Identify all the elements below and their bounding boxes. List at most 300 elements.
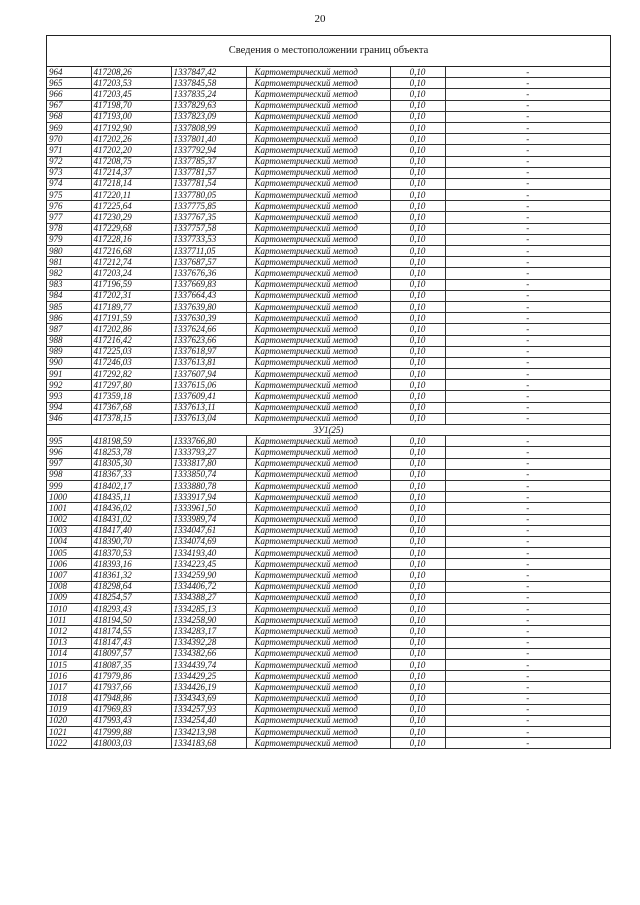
point-number-cell: 1008 bbox=[47, 581, 91, 592]
x-coordinate-cell: 417297,80 bbox=[91, 380, 171, 391]
point-number-cell: 979 bbox=[47, 234, 91, 245]
method-cell: Картометрический метод bbox=[246, 178, 390, 189]
x-coordinate-cell: 417216,42 bbox=[91, 335, 171, 346]
note-cell: - bbox=[445, 268, 610, 279]
accuracy-cell: 0,10 bbox=[390, 89, 445, 100]
y-coordinate-cell: 1337829,63 bbox=[171, 100, 246, 111]
method-cell: Картометрический метод bbox=[246, 234, 390, 245]
accuracy-cell: 0,10 bbox=[390, 682, 445, 693]
table-row bbox=[47, 134, 610, 145]
x-coordinate-cell: 417208,75 bbox=[91, 156, 171, 167]
table-row bbox=[47, 313, 610, 324]
x-coordinate-cell: 417202,20 bbox=[91, 145, 171, 156]
note-cell: - bbox=[445, 604, 610, 615]
accuracy-cell: 0,10 bbox=[390, 391, 445, 402]
method-cell: Картометрический метод bbox=[246, 346, 390, 357]
y-coordinate-cell: 1337823,09 bbox=[171, 111, 246, 122]
x-coordinate-cell: 417189,77 bbox=[91, 301, 171, 312]
y-coordinate-cell: 1337847,42 bbox=[171, 67, 246, 78]
table-row bbox=[47, 525, 610, 536]
point-number-cell: 973 bbox=[47, 167, 91, 178]
note-cell: - bbox=[445, 592, 610, 603]
method-cell: Картометрический метод bbox=[246, 357, 390, 368]
table-row bbox=[47, 402, 610, 413]
table-row bbox=[47, 111, 610, 122]
accuracy-cell: 0,10 bbox=[390, 626, 445, 637]
x-coordinate-cell: 417198,70 bbox=[91, 100, 171, 111]
y-coordinate-cell: 1334254,40 bbox=[171, 715, 246, 726]
point-number-cell: 982 bbox=[47, 268, 91, 279]
table-row bbox=[47, 615, 610, 626]
method-cell: Картометрический метод bbox=[246, 167, 390, 178]
y-coordinate-cell: 1337669,83 bbox=[171, 279, 246, 290]
accuracy-cell: 0,10 bbox=[390, 257, 445, 268]
method-cell: Картометрический метод bbox=[246, 391, 390, 402]
point-number-cell: 1003 bbox=[47, 525, 91, 536]
x-coordinate-cell: 418402,17 bbox=[91, 480, 171, 491]
note-cell: - bbox=[445, 492, 610, 503]
method-cell: Картометрический метод bbox=[246, 559, 390, 570]
note-cell: - bbox=[445, 436, 610, 447]
x-coordinate-cell: 417202,31 bbox=[91, 290, 171, 301]
table-row bbox=[47, 346, 610, 357]
point-number-cell: 1012 bbox=[47, 626, 91, 637]
x-coordinate-cell: 417214,37 bbox=[91, 167, 171, 178]
x-coordinate-cell: 417216,68 bbox=[91, 246, 171, 257]
table-row bbox=[47, 447, 610, 458]
table-row bbox=[47, 178, 610, 189]
method-cell: Картометрический метод bbox=[246, 492, 390, 503]
note-cell: - bbox=[445, 413, 610, 424]
y-coordinate-cell: 1334193,40 bbox=[171, 548, 246, 559]
point-number-cell: 1002 bbox=[47, 514, 91, 525]
x-coordinate-cell: 417218,14 bbox=[91, 178, 171, 189]
x-coordinate-cell: 418361,32 bbox=[91, 570, 171, 581]
note-cell: - bbox=[445, 693, 610, 704]
x-coordinate-cell: 417228,16 bbox=[91, 234, 171, 245]
point-number-cell: 1009 bbox=[47, 592, 91, 603]
method-cell: Картометрический метод bbox=[246, 145, 390, 156]
accuracy-cell: 0,10 bbox=[390, 357, 445, 368]
table-row bbox=[47, 122, 610, 133]
note-cell: - bbox=[445, 738, 610, 749]
y-coordinate-cell: 1337781,54 bbox=[171, 178, 246, 189]
y-coordinate-cell: 1337792,94 bbox=[171, 145, 246, 156]
table-row bbox=[47, 369, 610, 380]
method-cell: Картометрический метод bbox=[246, 626, 390, 637]
accuracy-cell: 0,10 bbox=[390, 738, 445, 749]
note-cell: - bbox=[445, 156, 610, 167]
point-number-cell: 946 bbox=[47, 413, 91, 424]
y-coordinate-cell: 1337785,37 bbox=[171, 156, 246, 167]
table-row bbox=[47, 78, 610, 89]
table-row bbox=[47, 201, 610, 212]
method-cell: Картометрический метод bbox=[246, 671, 390, 682]
x-coordinate-cell: 417220,11 bbox=[91, 190, 171, 201]
y-coordinate-cell: 1334183,68 bbox=[171, 738, 246, 749]
point-number-cell: 965 bbox=[47, 78, 91, 89]
accuracy-cell: 0,10 bbox=[390, 436, 445, 447]
x-coordinate-cell: 417203,53 bbox=[91, 78, 171, 89]
accuracy-cell: 0,10 bbox=[390, 313, 445, 324]
method-cell: Картометрический метод bbox=[246, 570, 390, 581]
x-coordinate-cell: 418293,43 bbox=[91, 604, 171, 615]
note-cell: - bbox=[445, 648, 610, 659]
point-number-cell: 984 bbox=[47, 290, 91, 301]
table-row bbox=[47, 335, 610, 346]
x-coordinate-cell: 417378,15 bbox=[91, 413, 171, 424]
x-coordinate-cell: 417203,24 bbox=[91, 268, 171, 279]
accuracy-cell: 0,10 bbox=[390, 335, 445, 346]
point-number-cell: 993 bbox=[47, 391, 91, 402]
method-cell: Картометрический метод bbox=[246, 89, 390, 100]
accuracy-cell: 0,10 bbox=[390, 592, 445, 603]
x-coordinate-cell: 417225,64 bbox=[91, 201, 171, 212]
table-row bbox=[47, 704, 610, 715]
method-cell: Картометрический метод bbox=[246, 514, 390, 525]
x-coordinate-cell: 417948,86 bbox=[91, 693, 171, 704]
x-coordinate-cell: 417192,90 bbox=[91, 122, 171, 133]
y-coordinate-cell: 1334382,66 bbox=[171, 648, 246, 659]
note-cell: - bbox=[445, 581, 610, 592]
accuracy-cell: 0,10 bbox=[390, 380, 445, 391]
point-number-cell: 1006 bbox=[47, 559, 91, 570]
accuracy-cell: 0,10 bbox=[390, 413, 445, 424]
y-coordinate-cell: 1337845,58 bbox=[171, 78, 246, 89]
table-row bbox=[47, 503, 610, 514]
note-cell: - bbox=[445, 301, 610, 312]
note-cell: - bbox=[445, 559, 610, 570]
y-coordinate-cell: 1337801,40 bbox=[171, 134, 246, 145]
x-coordinate-cell: 417193,00 bbox=[91, 111, 171, 122]
note-cell: - bbox=[445, 111, 610, 122]
x-coordinate-cell: 418254,57 bbox=[91, 592, 171, 603]
y-coordinate-cell: 1337711,05 bbox=[171, 246, 246, 257]
x-coordinate-cell: 418436,02 bbox=[91, 503, 171, 514]
y-coordinate-cell: 1334257,93 bbox=[171, 704, 246, 715]
table-row bbox=[47, 581, 610, 592]
accuracy-cell: 0,10 bbox=[390, 570, 445, 581]
x-coordinate-cell: 417367,68 bbox=[91, 402, 171, 413]
note-cell: - bbox=[445, 145, 610, 156]
accuracy-cell: 0,10 bbox=[390, 324, 445, 335]
table-row bbox=[47, 156, 610, 167]
point-number-cell: 991 bbox=[47, 369, 91, 380]
table-row bbox=[47, 715, 610, 726]
accuracy-cell: 0,10 bbox=[390, 369, 445, 380]
method-cell: Картометрический метод bbox=[246, 447, 390, 458]
method-cell: Картометрический метод bbox=[246, 134, 390, 145]
x-coordinate-cell: 418431,02 bbox=[91, 514, 171, 525]
y-coordinate-cell: 1334258,90 bbox=[171, 615, 246, 626]
y-coordinate-cell: 1334439,74 bbox=[171, 659, 246, 670]
note-cell: - bbox=[445, 167, 610, 178]
accuracy-cell: 0,10 bbox=[390, 246, 445, 257]
method-cell: Картометрический метод bbox=[246, 637, 390, 648]
point-number-cell: 1018 bbox=[47, 693, 91, 704]
note-cell: - bbox=[445, 279, 610, 290]
y-coordinate-cell: 1337639,80 bbox=[171, 301, 246, 312]
table-row bbox=[47, 592, 610, 603]
table-row bbox=[47, 100, 610, 111]
note-cell: - bbox=[445, 223, 610, 234]
point-number-cell: 966 bbox=[47, 89, 91, 100]
x-coordinate-cell: 418367,33 bbox=[91, 469, 171, 480]
method-cell: Картометрический метод bbox=[246, 525, 390, 536]
y-coordinate-cell: 1337624,66 bbox=[171, 324, 246, 335]
x-coordinate-cell: 417937,66 bbox=[91, 682, 171, 693]
table-row bbox=[47, 469, 610, 480]
method-cell: Картометрический метод bbox=[246, 324, 390, 335]
point-number-cell: 996 bbox=[47, 447, 91, 458]
coordinates-table bbox=[47, 67, 610, 749]
accuracy-cell: 0,10 bbox=[390, 402, 445, 413]
method-cell: Картометрический метод bbox=[246, 480, 390, 491]
point-number-cell: 969 bbox=[47, 122, 91, 133]
table-title: Сведения о местоположении границ объекта bbox=[47, 36, 610, 67]
table-row bbox=[47, 604, 610, 615]
table-row bbox=[47, 559, 610, 570]
method-cell: Картометрический метод bbox=[246, 536, 390, 547]
x-coordinate-cell: 417212,74 bbox=[91, 257, 171, 268]
method-cell: Картометрический метод bbox=[246, 67, 390, 78]
table-row bbox=[47, 391, 610, 402]
accuracy-cell: 0,10 bbox=[390, 715, 445, 726]
note-cell: - bbox=[445, 503, 610, 514]
point-number-cell: 1013 bbox=[47, 637, 91, 648]
point-number-cell: 983 bbox=[47, 279, 91, 290]
method-cell: Картометрический метод bbox=[246, 592, 390, 603]
point-number-cell: 1005 bbox=[47, 548, 91, 559]
y-coordinate-cell: 1337630,39 bbox=[171, 313, 246, 324]
point-number-cell: 1007 bbox=[47, 570, 91, 581]
x-coordinate-cell: 418390,70 bbox=[91, 536, 171, 547]
table-row bbox=[47, 167, 610, 178]
y-coordinate-cell: 1334283,17 bbox=[171, 626, 246, 637]
table-row bbox=[47, 738, 610, 749]
method-cell: Картометрический метод bbox=[246, 469, 390, 480]
y-coordinate-cell: 1337618,97 bbox=[171, 346, 246, 357]
table-row bbox=[47, 480, 610, 491]
accuracy-cell: 0,10 bbox=[390, 458, 445, 469]
table-row bbox=[47, 67, 610, 78]
y-coordinate-cell: 1333880,78 bbox=[171, 480, 246, 491]
x-coordinate-cell: 418087,35 bbox=[91, 659, 171, 670]
note-cell: - bbox=[445, 514, 610, 525]
table-row bbox=[47, 514, 610, 525]
method-cell: Картометрический метод bbox=[246, 413, 390, 424]
point-number-cell: 1021 bbox=[47, 727, 91, 738]
method-cell: Картометрический метод bbox=[246, 290, 390, 301]
y-coordinate-cell: 1337775,85 bbox=[171, 201, 246, 212]
accuracy-cell: 0,10 bbox=[390, 559, 445, 570]
accuracy-cell: 0,10 bbox=[390, 536, 445, 547]
accuracy-cell: 0,10 bbox=[390, 212, 445, 223]
note-cell: - bbox=[445, 525, 610, 536]
method-cell: Картометрический метод bbox=[246, 402, 390, 413]
x-coordinate-cell: 418097,57 bbox=[91, 648, 171, 659]
point-number-cell: 1022 bbox=[47, 738, 91, 749]
method-cell: Картометрический метод bbox=[246, 727, 390, 738]
boundary-table-frame bbox=[46, 35, 611, 749]
note-cell: - bbox=[445, 122, 610, 133]
accuracy-cell: 0,10 bbox=[390, 100, 445, 111]
point-number-cell: 988 bbox=[47, 335, 91, 346]
method-cell: Картометрический метод bbox=[246, 693, 390, 704]
table-row bbox=[47, 626, 610, 637]
table-row bbox=[47, 727, 610, 738]
note-cell: - bbox=[445, 313, 610, 324]
section-label: ЗУ1(25) bbox=[47, 425, 610, 436]
table-row bbox=[47, 659, 610, 670]
y-coordinate-cell: 1334074,69 bbox=[171, 536, 246, 547]
table-row bbox=[47, 413, 610, 424]
accuracy-cell: 0,10 bbox=[390, 234, 445, 245]
y-coordinate-cell: 1333766,80 bbox=[171, 436, 246, 447]
method-cell: Картометрический метод bbox=[246, 380, 390, 391]
note-cell: - bbox=[445, 346, 610, 357]
note-cell: - bbox=[445, 357, 610, 368]
y-coordinate-cell: 1337615,06 bbox=[171, 380, 246, 391]
accuracy-cell: 0,10 bbox=[390, 615, 445, 626]
x-coordinate-cell: 418417,40 bbox=[91, 525, 171, 536]
point-number-cell: 989 bbox=[47, 346, 91, 357]
point-number-cell: 997 bbox=[47, 458, 91, 469]
note-cell: - bbox=[445, 458, 610, 469]
y-coordinate-cell: 1337664,43 bbox=[171, 290, 246, 301]
point-number-cell: 970 bbox=[47, 134, 91, 145]
note-cell: - bbox=[445, 727, 610, 738]
accuracy-cell: 0,10 bbox=[390, 290, 445, 301]
accuracy-cell: 0,10 bbox=[390, 514, 445, 525]
y-coordinate-cell: 1334406,72 bbox=[171, 581, 246, 592]
y-coordinate-cell: 1334343,69 bbox=[171, 693, 246, 704]
point-number-cell: 986 bbox=[47, 313, 91, 324]
y-coordinate-cell: 1337767,35 bbox=[171, 212, 246, 223]
x-coordinate-cell: 418174,55 bbox=[91, 626, 171, 637]
table-row bbox=[47, 436, 610, 447]
table-row bbox=[47, 458, 610, 469]
table-row bbox=[47, 89, 610, 100]
method-cell: Картометрический метод bbox=[246, 257, 390, 268]
note-cell: - bbox=[445, 67, 610, 78]
accuracy-cell: 0,10 bbox=[390, 637, 445, 648]
y-coordinate-cell: 1337613,04 bbox=[171, 413, 246, 424]
accuracy-cell: 0,10 bbox=[390, 469, 445, 480]
table-row bbox=[47, 570, 610, 581]
method-cell: Картометрический метод bbox=[246, 201, 390, 212]
note-cell: - bbox=[445, 548, 610, 559]
point-number-cell: 1014 bbox=[47, 648, 91, 659]
coordinates-table-body bbox=[47, 67, 610, 749]
point-number-cell: 964 bbox=[47, 67, 91, 78]
y-coordinate-cell: 1337609,41 bbox=[171, 391, 246, 402]
accuracy-cell: 0,10 bbox=[390, 201, 445, 212]
point-number-cell: 1016 bbox=[47, 671, 91, 682]
note-cell: - bbox=[445, 335, 610, 346]
point-number-cell: 1015 bbox=[47, 659, 91, 670]
accuracy-cell: 0,10 bbox=[390, 604, 445, 615]
accuracy-cell: 0,10 bbox=[390, 727, 445, 738]
note-cell: - bbox=[445, 212, 610, 223]
y-coordinate-cell: 1337757,58 bbox=[171, 223, 246, 234]
note-cell: - bbox=[445, 391, 610, 402]
point-number-cell: 972 bbox=[47, 156, 91, 167]
note-cell: - bbox=[445, 469, 610, 480]
point-number-cell: 1004 bbox=[47, 536, 91, 547]
table-row bbox=[47, 268, 610, 279]
y-coordinate-cell: 1334426,19 bbox=[171, 682, 246, 693]
note-cell: - bbox=[445, 324, 610, 335]
point-number-cell: 974 bbox=[47, 178, 91, 189]
point-number-cell: 1001 bbox=[47, 503, 91, 514]
table-row bbox=[47, 257, 610, 268]
point-number-cell: 1000 bbox=[47, 492, 91, 503]
note-cell: - bbox=[445, 480, 610, 491]
point-number-cell: 1017 bbox=[47, 682, 91, 693]
accuracy-cell: 0,10 bbox=[390, 503, 445, 514]
accuracy-cell: 0,10 bbox=[390, 346, 445, 357]
x-coordinate-cell: 417993,43 bbox=[91, 715, 171, 726]
point-number-cell: 968 bbox=[47, 111, 91, 122]
note-cell: - bbox=[445, 246, 610, 257]
point-number-cell: 967 bbox=[47, 100, 91, 111]
note-cell: - bbox=[445, 178, 610, 189]
accuracy-cell: 0,10 bbox=[390, 301, 445, 312]
method-cell: Картометрический метод bbox=[246, 648, 390, 659]
table-row bbox=[47, 324, 610, 335]
point-number-cell: 978 bbox=[47, 223, 91, 234]
method-cell: Картометрический метод bbox=[246, 100, 390, 111]
method-cell: Картометрический метод bbox=[246, 122, 390, 133]
y-coordinate-cell: 1333989,74 bbox=[171, 514, 246, 525]
table-row bbox=[47, 190, 610, 201]
y-coordinate-cell: 1334259,90 bbox=[171, 570, 246, 581]
x-coordinate-cell: 417202,26 bbox=[91, 134, 171, 145]
point-number-cell: 999 bbox=[47, 480, 91, 491]
y-coordinate-cell: 1337613,81 bbox=[171, 357, 246, 368]
x-coordinate-cell: 417292,82 bbox=[91, 369, 171, 380]
accuracy-cell: 0,10 bbox=[390, 581, 445, 592]
y-coordinate-cell: 1334213,98 bbox=[171, 727, 246, 738]
table-row bbox=[47, 671, 610, 682]
point-number-cell: 981 bbox=[47, 257, 91, 268]
note-cell: - bbox=[445, 78, 610, 89]
accuracy-cell: 0,10 bbox=[390, 693, 445, 704]
page-number: 20 bbox=[314, 13, 326, 25]
note-cell: - bbox=[445, 682, 610, 693]
point-number-cell: 990 bbox=[47, 357, 91, 368]
point-number-cell: 975 bbox=[47, 190, 91, 201]
method-cell: Картометрический метод bbox=[246, 246, 390, 257]
accuracy-cell: 0,10 bbox=[390, 704, 445, 715]
y-coordinate-cell: 1337623,66 bbox=[171, 335, 246, 346]
table-row bbox=[47, 648, 610, 659]
point-number-cell: 971 bbox=[47, 145, 91, 156]
method-cell: Картометрический метод bbox=[246, 604, 390, 615]
y-coordinate-cell: 1333817,80 bbox=[171, 458, 246, 469]
y-coordinate-cell: 1337808,99 bbox=[171, 122, 246, 133]
accuracy-cell: 0,10 bbox=[390, 223, 445, 234]
note-cell: - bbox=[445, 380, 610, 391]
accuracy-cell: 0,10 bbox=[390, 671, 445, 682]
y-coordinate-cell: 1334429,25 bbox=[171, 671, 246, 682]
accuracy-cell: 0,10 bbox=[390, 156, 445, 167]
x-coordinate-cell: 418370,53 bbox=[91, 548, 171, 559]
method-cell: Картометрический метод bbox=[246, 156, 390, 167]
y-coordinate-cell: 1337676,36 bbox=[171, 268, 246, 279]
method-cell: Картометрический метод bbox=[246, 704, 390, 715]
